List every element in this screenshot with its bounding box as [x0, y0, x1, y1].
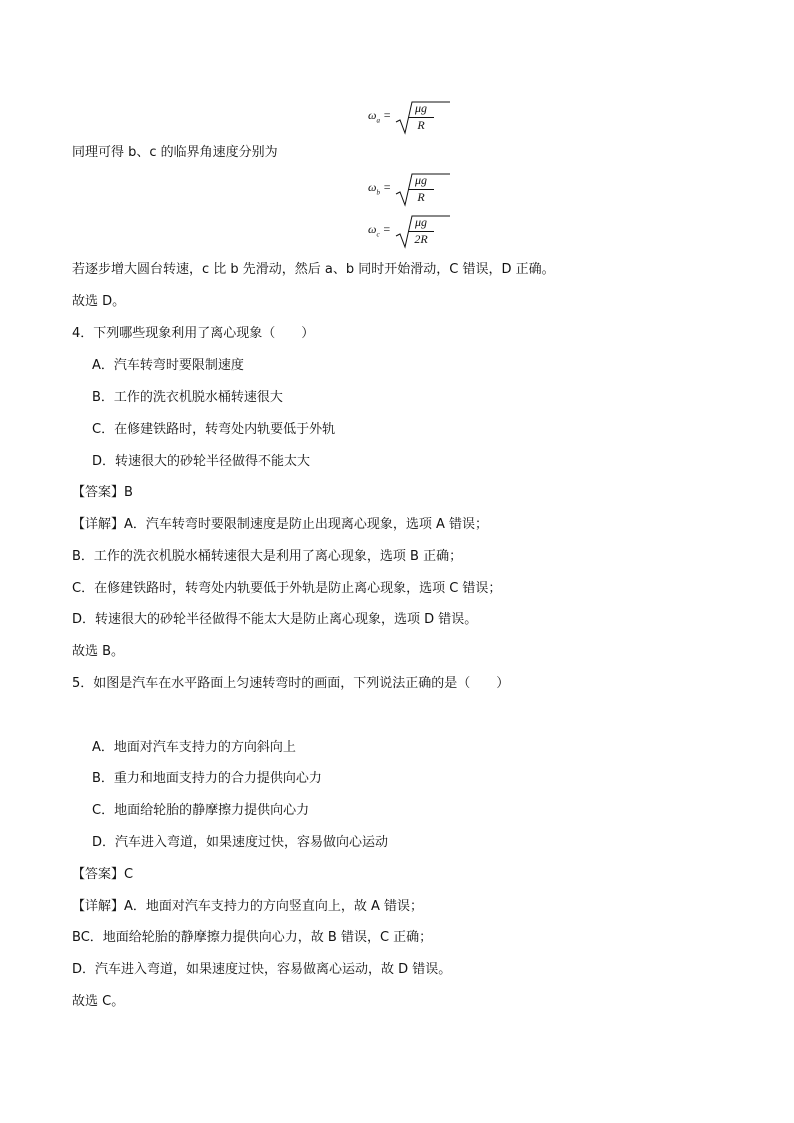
q4-conclusion: 故选 B。: [72, 644, 125, 659]
q4-option-c: C．在修建铁路时，转弯处内轨要低于外轨: [92, 422, 336, 437]
q4-detail-c: C．在修建铁路时，转弯处内轨要低于外轨是防止离心现象，选项 C 错误；: [72, 581, 502, 596]
q4-option-a: A．汽车转弯时要限制速度: [92, 358, 244, 373]
numerator: μg: [414, 215, 428, 229]
document-page: $\omega_a$ = μg R 同理可得 b、c 的临界角速度分别为 $\omega_b$ = μg R $\omega_c$ = μg 2R 若逐步增大圆台转速，c 比 b 先滑动，然后 a、b 同时开始滑动，C 错误，D 正确。 故选 D。 4．下列哪些现象利用了离心现象（ ） A．汽车转弯时要限制速度 B．工作的洗衣机脱水桶转速很大 C．在修建铁路时，转弯处内轨要低于外轨 D．转速很大的砂轮半径做得不能太大 【答案】B 【详解】A．汽车转弯时要限制速度是防止出现离心现象，选项 A 错误； B．工作的洗衣机脱水桶转速很大是利用了离心现象，选项 B 正确； C．在修建铁路时，转弯处内轨要低于外轨是防止离心现象，选项 C 错误； D．转速很大的砂轮半径做得不能太大是防止离心现象，选项 D 错误。 故选 B。 5．如图是汽车在水平路面上匀速转弯时的画面，下列说法正确的是（ ） A．地面对汽车支持力的方向斜向上 B．重力和地面支持力的合力提供向心力 C．地面给轮胎的静摩擦力提供向心力 D．汽车进入弯道，如果速度过快，容易做向心运动 【答案】C 【详解】A．地面对汽车支持力的方向竖直向上，故 A 错误； BC．地面给轮胎的静摩擦力提供向心力，故 B 错误，C 正确； D．汽车进入弯道，如果速度过快，容易做离心运动，故 D 错误。 故选 C。: [72, 101, 555, 1009]
q4-option-b: B．工作的洗衣机脱水桶转速很大: [92, 390, 283, 405]
q5-answer: 【答案】C: [72, 867, 134, 882]
q4-stem: 4．下列哪些现象利用了离心现象（ ）: [72, 326, 315, 341]
q3-text-line2: 若逐步增大圆台转速，c 比 b 先滑动，然后 a、b 同时开始滑动，C 错误，D 正确。: [72, 262, 555, 277]
numerator: μg: [414, 173, 428, 187]
q5-option-c: C．地面给轮胎的静摩擦力提供向心力: [92, 803, 310, 818]
q5-detail-d: D．汽车进入弯道，如果速度过快，容易做离心运动，故 D 错误。: [72, 962, 452, 977]
q3-conclusion: 故选 D。: [72, 294, 126, 309]
q4-detail-a: 【详解】A．汽车转弯时要限制速度是防止出现离心现象，选项 A 错误；: [72, 517, 489, 532]
numerator: μg: [414, 101, 428, 115]
q5-detail-a: 【详解】A．地面对汽车支持力的方向竖直向上，故 A 错误；: [72, 899, 424, 914]
denominator: R: [417, 190, 425, 204]
q5-stem: 5．如图是汽车在水平路面上匀速转弯时的画面，下列说法正确的是（ ）: [72, 676, 510, 691]
q5-detail-bc: BC．地面给轮胎的静摩擦力提供向心力，故 B 错误，C 正确；: [72, 930, 433, 945]
q5-option-b: B．重力和地面支持力的合力提供向心力: [92, 771, 322, 786]
q3-text-line1: 同理可得 b、c 的临界角速度分别为: [72, 145, 278, 160]
q4-answer: 【答案】B: [72, 485, 133, 500]
denominator: 2R: [414, 232, 428, 246]
q4-detail-d: D．转速很大的砂轮半径做得不能太大是防止离心现象，选项 D 错误。: [72, 612, 478, 627]
q5-option-d: D．汽车进入弯道，如果速度过快，容易做向心运动: [92, 835, 389, 850]
q4-option-d: D．转速很大的砂轮半径做得不能太大: [92, 454, 311, 469]
q4-detail-b: B．工作的洗衣机脱水桶转速很大是利用了离心现象，选项 B 正确；: [72, 549, 463, 564]
denominator: R: [417, 118, 425, 132]
q5-conclusion: 故选 C。: [72, 994, 125, 1009]
q5-option-a: A．地面对汽车支持力的方向斜向上: [92, 740, 296, 755]
